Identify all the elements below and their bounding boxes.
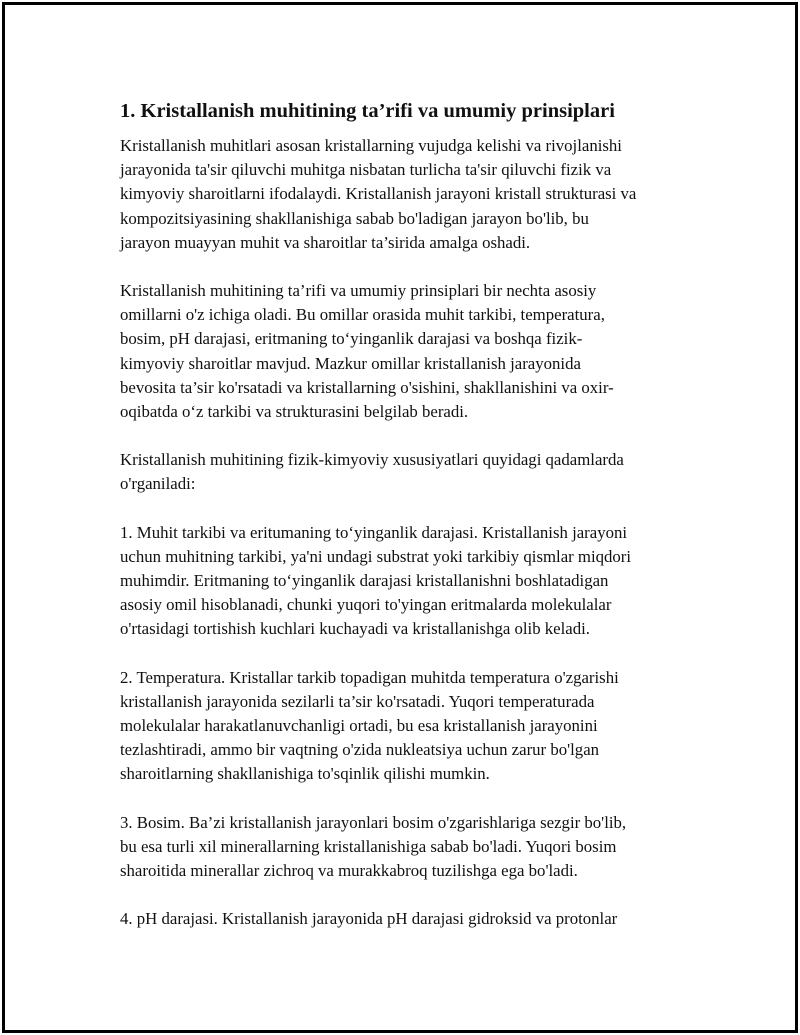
paragraph-properties-intro: Kristallanish muhitining fizik-kimyoviy xususiyatlari quyidagi qadamlarda o'rganiladi:: [120, 450, 624, 494]
paragraph-principles: Kristallanish muhitining ta’rifi va umumiy prinsiplari bir nechta asosiy omillarni o'z ichiga oladi. Bu omillar orasida muhit tarkibi, temperatura, bosim, pH darajasi, eritmaning to‘yinganlik darajasi va boshqa fizik- kimyoviy sharoitlar mavjud. Mazkur omillar kristallanish jarayonida bevosita ta’sir ko'rsatadi va kristallarning o'sishini, shakllanishini va oxir- oqibatda o‘z tarkibi va strukturasini belgilab beradi.: [120, 281, 614, 422]
section-heading: 1. Kristallanish muhitining ta’rifi va umumiy prinsiplari: [120, 100, 615, 122]
page-frame: [2, 2, 798, 1033]
paragraph-intro: Kristallanish muhitlari asosan kristallarning vujudga kelishi va rivojlanishi jarayonida ta'sir qiluvchi muhitga nisbatan turlicha ta'sir qiluvchi fizik va kimyoviy sharoitlarni ifodalaydi. Kristallanish jarayoni kristall strukturasi va kompozitsiyasining shakllanishiga sabab bo'ladigan jarayon bo'lib, bu jarayon muayyan muhit va sharoitlar ta’sirida amalga oshadi.: [120, 136, 637, 252]
paragraph-item-temperature: 2. Temperatura. Kristallar tarkib topadigan muhitda temperatura o'zgarishi kristallanish jarayonida sezilarli ta’sir ko'rsatadi. Yuqori temperaturada molekulalar harakatlanuvchanligi ortadi, bu esa kristallanish jarayonini tezlashtiradi, ammo bir vaqtning o'zida nukleatsiya uchun zarur bo'lgan sharoitlarning shakllanishiga to'sqinlik qilishi mumkin.: [120, 667, 619, 784]
paragraph-item-pressure: 3. Bosim. Ba’zi kristallanish jarayonlari bosim o'zgarishlariga sezgir bo'lib, bu esa turli xil minerallarning kristallanishiga sabab bo'ladi. Yuqori bosim sharoitida minerallar zichroq va murakkabroq tuzilishga ega bo'ladi.: [120, 812, 627, 881]
paragraph-item-ph: 4. pH darajasi. Kristallanish jarayonida pH darajasi gidroksid va protonlar: [120, 909, 618, 929]
document-body: [120, 98, 710, 955]
paragraph-item-composition: 1. Muhit tarkibi va eritumaning to‘yinganlik darajasi. Kristallanish jarayoni uchun muhitning tarkibi, ya'ni undagi substrat yoki tarkibiy qismlar miqdori muhimdir. Eritmaning to‘yinganlik darajasi kristallanishni boshlatadigan asosiy omil hisoblanadi, chunki yuqori to'yingan eritmalarda molekulalar o'rtasidagi tortishish kuchlari kuchayadi va kristallanishga olib keladi.: [120, 522, 632, 639]
